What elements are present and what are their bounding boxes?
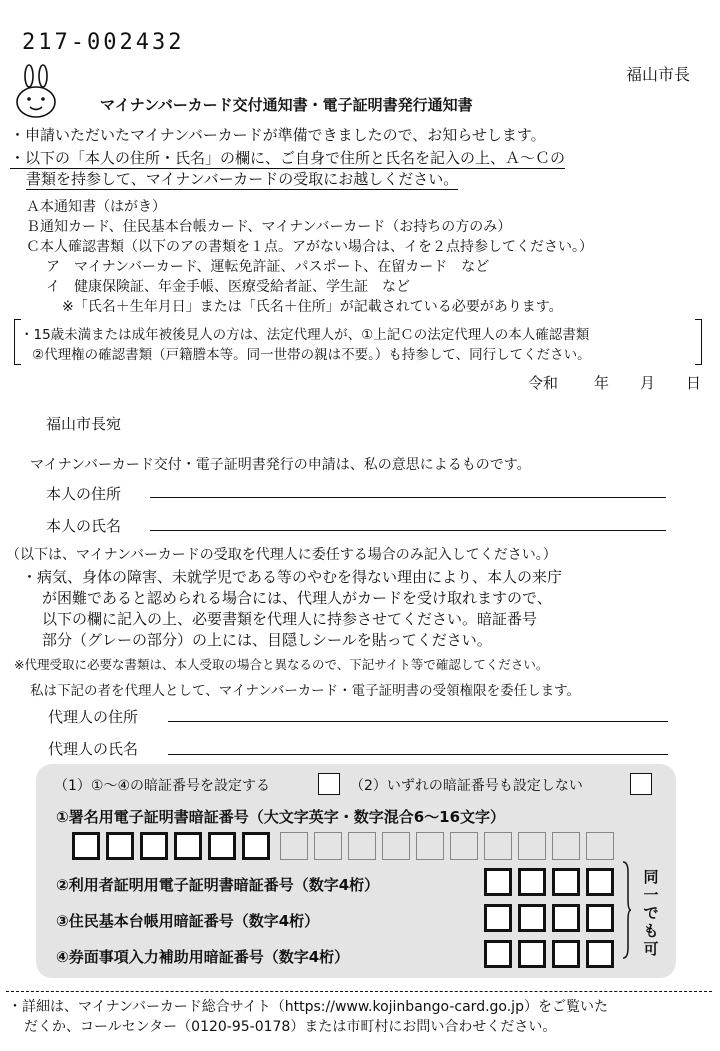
proxy-paragraph-1: ・病気、身体の障害、未就学児である等のやむを得ない理由により、本人の来庁: [22, 568, 563, 586]
guardian-note-line-1: ・15歳未満または成年被後見人の方は、法定代理人が、①上記Ｃの法定代理人の本人確認書類: [20, 327, 590, 343]
sign-pin-cell: [518, 832, 546, 860]
proxy-paragraph-2: が困難であると認められる場合には、代理人がカードを受け取れますので、: [42, 589, 552, 607]
issuer-name: 福山市長: [625, 65, 690, 84]
proxy-name-label: 代理人の氏名: [48, 740, 139, 758]
ticket-pin-label: ④券面事項入力補助用暗証番号（数字4桁）: [56, 948, 350, 966]
resident-pin-cell: [484, 904, 512, 932]
doc-a: Ａ本通知書（はがき）: [26, 199, 166, 215]
sign-pin-cell: [72, 832, 100, 860]
doc-c: Ｃ本人確認書類（以下のアの書類を１点。アがない場合は、イを２点持参してください。）: [26, 239, 593, 255]
document-title: マイナンバーカード交付通知書・電子証明書発行通知書: [100, 96, 473, 114]
proxy-intro: （以下は、マイナンバーカードの受取を代理人に委任する場合のみ記入してください。）: [6, 547, 557, 563]
sign-pin-cell: [586, 832, 614, 860]
guardian-note: [14, 319, 702, 365]
user-pin-cell: [552, 868, 580, 896]
footer-line-1: ・詳細は、マイナンバーカード総合サイト（https://www.kojinbango-card.go.jp）をご覧いた: [8, 999, 608, 1015]
intro-line-3: 書類を持参して、マイナンバーカードの受取にお越しください。: [26, 170, 459, 188]
user-pin-cell: [518, 868, 546, 896]
sign-pin-cell: [416, 832, 444, 860]
resident-pin-label: ③住民基本台帳用暗証番号（数字4桁）: [56, 912, 320, 930]
doc-b: Ｂ通知カード、住民基本台帳カード、マイナンバーカード（お持ちの方のみ）: [26, 219, 512, 235]
ticket-pin-cell: [586, 940, 614, 968]
applicant-name-label: 本人の氏名: [46, 517, 122, 535]
proxy-address-label: 代理人の住所: [48, 708, 139, 726]
applicant-address-label: 本人の住所: [46, 485, 122, 503]
footer-divider: [6, 991, 712, 992]
ticket-pin-cell: [484, 940, 512, 968]
same-pin-note: 同一でも可: [643, 868, 659, 958]
date-year: 年: [594, 374, 610, 392]
pin-option-set-checkbox[interactable]: [318, 773, 340, 795]
guardian-note-line-2: ②代理権の確認書類（戸籍謄本等。同一世帯の親は不要。）も持参して、同行してください。: [32, 347, 591, 363]
curly-brace-icon: [622, 860, 632, 960]
sign-pin-cell: [314, 832, 342, 860]
footer-line-2: だくか、コールセンター（0120-95-0178）または市町村にお問い合わせください。: [24, 1019, 557, 1035]
pin-option-none-checkbox[interactable]: [630, 773, 652, 795]
sign-pin-cell: [242, 832, 270, 860]
proxy-address-field[interactable]: [168, 721, 668, 722]
sign-pin-cell: [484, 832, 512, 860]
document-id: 217-002432: [22, 30, 185, 55]
proxy-paragraph-3: 以下の欄に記入の上、必要書類を代理人に持参させてください。暗証番号: [42, 610, 538, 628]
sign-pin-cell: [174, 832, 202, 860]
rabbit-mascot-icon: [12, 64, 62, 120]
pin-option-set-label: （1）①～④の暗証番号を設定する: [54, 778, 271, 794]
sign-pin-cell: [208, 832, 236, 860]
resident-pin-cell: [518, 904, 546, 932]
delegation-statement: 私は下記の者を代理人として、マイナンバーカード・電子証明書の受領権限を委任します。: [30, 683, 580, 699]
sign-pin-cell: [106, 832, 134, 860]
intro-line-2: ・以下の「本人の住所・氏名」の欄に、ご自身で住所と氏名を記入の上、Ａ～Ｃの: [10, 149, 566, 167]
proxy-note: ※代理受取に必要な書類は、本人受取の場合と異なるので、下記サイト等で確認してください。: [14, 657, 549, 672]
application-statement: マイナンバーカード交付・電子証明書発行の申請は、私の意思によるものです。: [30, 457, 531, 473]
ticket-pin-cell: [518, 940, 546, 968]
addressee: 福山市長宛: [46, 415, 122, 433]
proxy-paragraph-4: 部分（グレーの部分）の上には、目隠しシールを貼ってください。: [42, 631, 492, 649]
applicant-name-field[interactable]: [150, 530, 666, 531]
ticket-pin-cell: [552, 940, 580, 968]
sign-pin-cell: [382, 832, 410, 860]
proxy-name-field[interactable]: [168, 754, 668, 755]
sign-pin-cell: [450, 832, 478, 860]
resident-pin-cell: [552, 904, 580, 932]
doc-c-option-i: イ 健康保険証、年金手帳、医療受給者証、学生証 など: [46, 279, 410, 295]
date-month: 月: [640, 374, 656, 392]
sign-pin-label: ①署名用電子証明書暗証番号（大文字英字・数字混合6～16文字）: [56, 808, 506, 826]
date-day: 日: [686, 374, 702, 392]
sign-pin-cell: [348, 832, 376, 860]
resident-pin-cell: [586, 904, 614, 932]
user-pin-cell: [484, 868, 512, 896]
user-pin-label: ②利用者証明用電子証明書暗証番号（数字4桁）: [56, 876, 380, 894]
intro-line-1: ・申請いただいたマイナンバーカードが準備できましたので、お知らせします。: [10, 126, 546, 144]
doc-c-option-a: ア マイナンバーカード、運転免許証、パスポート、在留カード など: [46, 259, 490, 275]
sign-pin-cell: [280, 832, 308, 860]
pin-option-none-label: （2）いずれの暗証番号も設定しない: [350, 778, 583, 794]
applicant-address-field[interactable]: [150, 497, 666, 498]
doc-c-note: ※「氏名＋生年月日」または「氏名＋住所」が記載されている必要があります。: [62, 299, 563, 315]
date-era: 令和: [528, 374, 559, 392]
user-pin-cell: [586, 868, 614, 896]
sign-pin-cell: [552, 832, 580, 860]
sign-pin-cell: [140, 832, 168, 860]
